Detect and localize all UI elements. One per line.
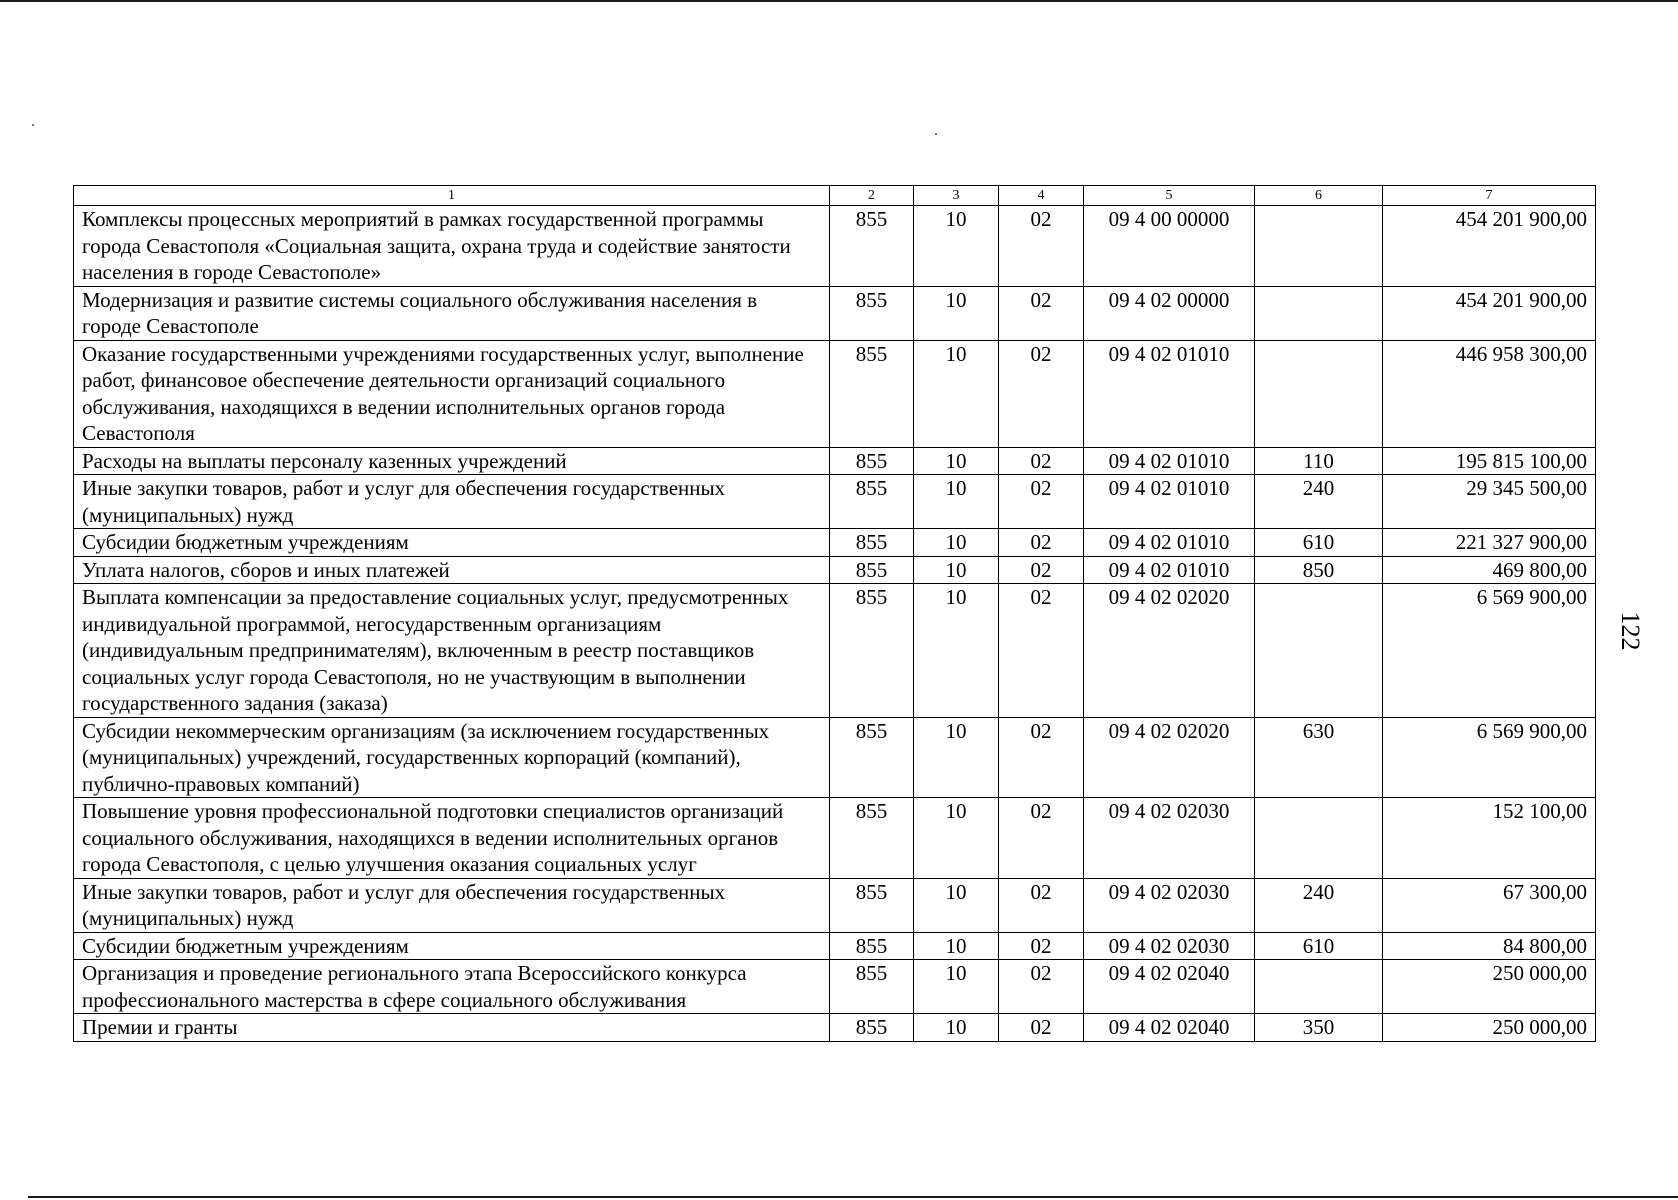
scan-speck [32, 124, 34, 126]
column-header: 3 [914, 186, 999, 206]
grbs-code-cell: 855 [830, 798, 914, 879]
grbs-code-cell: 855 [830, 556, 914, 584]
table-row [74, 878, 1596, 932]
grbs-code-cell: 855 [830, 206, 914, 287]
grbs-code-cell: 855 [830, 1014, 914, 1042]
row-name-cell: Иные закупки товаров, работ и услуг для обеспечения государственных (муниципальных) нужд [74, 878, 830, 932]
grbs-code-cell: 855 [830, 960, 914, 1014]
expense-type-cell: 630 [1255, 717, 1383, 798]
expense-type-cell: 850 [1255, 556, 1383, 584]
table-row [74, 340, 1596, 447]
grbs-code-cell: 855 [830, 932, 914, 960]
amount-cell: 195 815 100,00 [1383, 447, 1596, 475]
grbs-code-cell: 855 [830, 475, 914, 529]
table-row [74, 1014, 1596, 1042]
row-name-cell: Премии и гранты [74, 1014, 830, 1042]
row-name-cell: Субсидии некоммерческим организациям (за исключением государственных (муниципальных) учреждений, государственных корпораций (компаний), публично-правовых компаний) [74, 717, 830, 798]
amount-cell: 446 958 300,00 [1383, 340, 1596, 447]
expense-type-cell: 110 [1255, 447, 1383, 475]
subsection-code-cell: 02 [999, 475, 1084, 529]
row-name-cell: Субсидии бюджетным учреждениям [74, 529, 830, 557]
section-code-cell: 10 [914, 475, 999, 529]
column-header: 6 [1255, 186, 1383, 206]
subsection-code-cell: 02 [999, 878, 1084, 932]
amount-cell: 6 569 900,00 [1383, 717, 1596, 798]
table-row [74, 798, 1596, 879]
subsection-code-cell: 02 [999, 447, 1084, 475]
subsection-code-cell: 02 [999, 932, 1084, 960]
row-name-cell: Расходы на выплаты персоналу казенных учреждений [74, 447, 830, 475]
target-article-cell: 09 4 02 02040 [1084, 960, 1255, 1014]
target-article-cell: 09 4 00 00000 [1084, 206, 1255, 287]
amount-cell: 6 569 900,00 [1383, 584, 1596, 718]
table-row [74, 960, 1596, 1014]
subsection-code-cell: 02 [999, 798, 1084, 879]
table-row [74, 932, 1596, 960]
target-article-cell: 09 4 02 02020 [1084, 717, 1255, 798]
table-row [74, 286, 1596, 340]
expense-type-cell [1255, 960, 1383, 1014]
amount-cell: 84 800,00 [1383, 932, 1596, 960]
scan-edge-bottom [28, 1196, 1678, 1198]
expense-type-cell: 610 [1255, 932, 1383, 960]
grbs-code-cell: 855 [830, 286, 914, 340]
section-code-cell: 10 [914, 932, 999, 960]
table-body [74, 206, 1596, 1042]
table-row [74, 717, 1596, 798]
target-article-cell: 09 4 02 02030 [1084, 878, 1255, 932]
table-row [74, 529, 1596, 557]
subsection-code-cell: 02 [999, 206, 1084, 287]
subsection-code-cell: 02 [999, 960, 1084, 1014]
subsection-code-cell: 02 [999, 286, 1084, 340]
target-article-cell: 09 4 02 02030 [1084, 932, 1255, 960]
subsection-code-cell: 02 [999, 340, 1084, 447]
row-name-cell: Повышение уровня профессиональной подготовки специалистов организаций социального обслуживания, находящихся в ведении исполнительных органов города Севастополя, с целью улучшения оказания социальных услуг [74, 798, 830, 879]
target-article-cell: 09 4 02 00000 [1084, 286, 1255, 340]
section-code-cell: 10 [914, 960, 999, 1014]
grbs-code-cell: 855 [830, 717, 914, 798]
row-name-cell: Организация и проведение регионального этапа Всероссийского конкурса профессионального мастерства в сфере социального обслуживания [74, 960, 830, 1014]
amount-cell: 454 201 900,00 [1383, 206, 1596, 287]
target-article-cell: 09 4 02 01010 [1084, 340, 1255, 447]
row-name-cell: Выплата компенсации за предоставление социальных услуг, предусмотренных индивидуальной программой, негосударственным организациям (индивидуальным предпринимателям), включенным в реестр поставщиков социальных услуг города Севастополя, но не участвующим в выполнении государственного задания (заказа) [74, 584, 830, 718]
subsection-code-cell: 02 [999, 717, 1084, 798]
table-row [74, 206, 1596, 287]
page-number: 122 [1616, 611, 1645, 651]
row-name-cell: Комплексы процессных мероприятий в рамках государственной программы города Севастополя «Социальная защита, охрана труда и содействие занятости населения в городе Севастополе» [74, 206, 830, 287]
column-header: 4 [999, 186, 1084, 206]
subsection-code-cell: 02 [999, 584, 1084, 718]
scan-edge-top [0, 0, 1678, 2]
target-article-cell: 09 4 02 02030 [1084, 798, 1255, 879]
section-code-cell: 10 [914, 717, 999, 798]
amount-cell: 469 800,00 [1383, 556, 1596, 584]
expense-type-cell: 240 [1255, 475, 1383, 529]
grbs-code-cell: 855 [830, 584, 914, 718]
expense-type-cell [1255, 798, 1383, 879]
grbs-code-cell: 855 [830, 340, 914, 447]
grbs-code-cell: 855 [830, 878, 914, 932]
grbs-code-cell: 855 [830, 447, 914, 475]
section-code-cell: 10 [914, 584, 999, 718]
column-header: 7 [1383, 186, 1596, 206]
section-code-cell: 10 [914, 206, 999, 287]
column-header: 1 [74, 186, 830, 206]
amount-cell: 250 000,00 [1383, 1014, 1596, 1042]
scan-speck [935, 133, 937, 135]
expense-type-cell: 350 [1255, 1014, 1383, 1042]
amount-cell: 67 300,00 [1383, 878, 1596, 932]
expense-type-cell: 610 [1255, 529, 1383, 557]
table-row [74, 556, 1596, 584]
section-code-cell: 10 [914, 447, 999, 475]
expense-type-cell [1255, 584, 1383, 718]
expense-type-cell [1255, 206, 1383, 287]
amount-cell: 454 201 900,00 [1383, 286, 1596, 340]
row-name-cell: Субсидии бюджетным учреждениям [74, 932, 830, 960]
section-code-cell: 10 [914, 1014, 999, 1042]
row-name-cell: Иные закупки товаров, работ и услуг для обеспечения государственных (муниципальных) нужд [74, 475, 830, 529]
subsection-code-cell: 02 [999, 556, 1084, 584]
budget-table [73, 185, 1596, 1042]
section-code-cell: 10 [914, 878, 999, 932]
row-name-cell: Уплата налогов, сборов и иных платежей [74, 556, 830, 584]
amount-cell: 221 327 900,00 [1383, 529, 1596, 557]
row-name-cell: Оказание государственными учреждениями государственных услуг, выполнение работ, финансовое обеспечение деятельности организаций социального обслуживания, находящихся в ведении исполнительных органов города Севастополя [74, 340, 830, 447]
column-header: 2 [830, 186, 914, 206]
section-code-cell: 10 [914, 529, 999, 557]
subsection-code-cell: 02 [999, 1014, 1084, 1042]
expense-type-cell: 240 [1255, 878, 1383, 932]
amount-cell: 29 345 500,00 [1383, 475, 1596, 529]
table-row [74, 584, 1596, 718]
section-code-cell: 10 [914, 556, 999, 584]
column-number-row [74, 186, 1596, 206]
section-code-cell: 10 [914, 798, 999, 879]
target-article-cell: 09 4 02 01010 [1084, 556, 1255, 584]
section-code-cell: 10 [914, 340, 999, 447]
subsection-code-cell: 02 [999, 529, 1084, 557]
target-article-cell: 09 4 02 02040 [1084, 1014, 1255, 1042]
grbs-code-cell: 855 [830, 529, 914, 557]
target-article-cell: 09 4 02 01010 [1084, 447, 1255, 475]
target-article-cell: 09 4 02 01010 [1084, 529, 1255, 557]
target-article-cell: 09 4 02 01010 [1084, 475, 1255, 529]
expense-type-cell [1255, 286, 1383, 340]
column-header: 5 [1084, 186, 1255, 206]
row-name-cell: Модернизация и развитие системы социального обслуживания населения в городе Севастополе [74, 286, 830, 340]
expense-type-cell [1255, 340, 1383, 447]
amount-cell: 250 000,00 [1383, 960, 1596, 1014]
table-row [74, 475, 1596, 529]
amount-cell: 152 100,00 [1383, 798, 1596, 879]
section-code-cell: 10 [914, 286, 999, 340]
table-row [74, 447, 1596, 475]
target-article-cell: 09 4 02 02020 [1084, 584, 1255, 718]
